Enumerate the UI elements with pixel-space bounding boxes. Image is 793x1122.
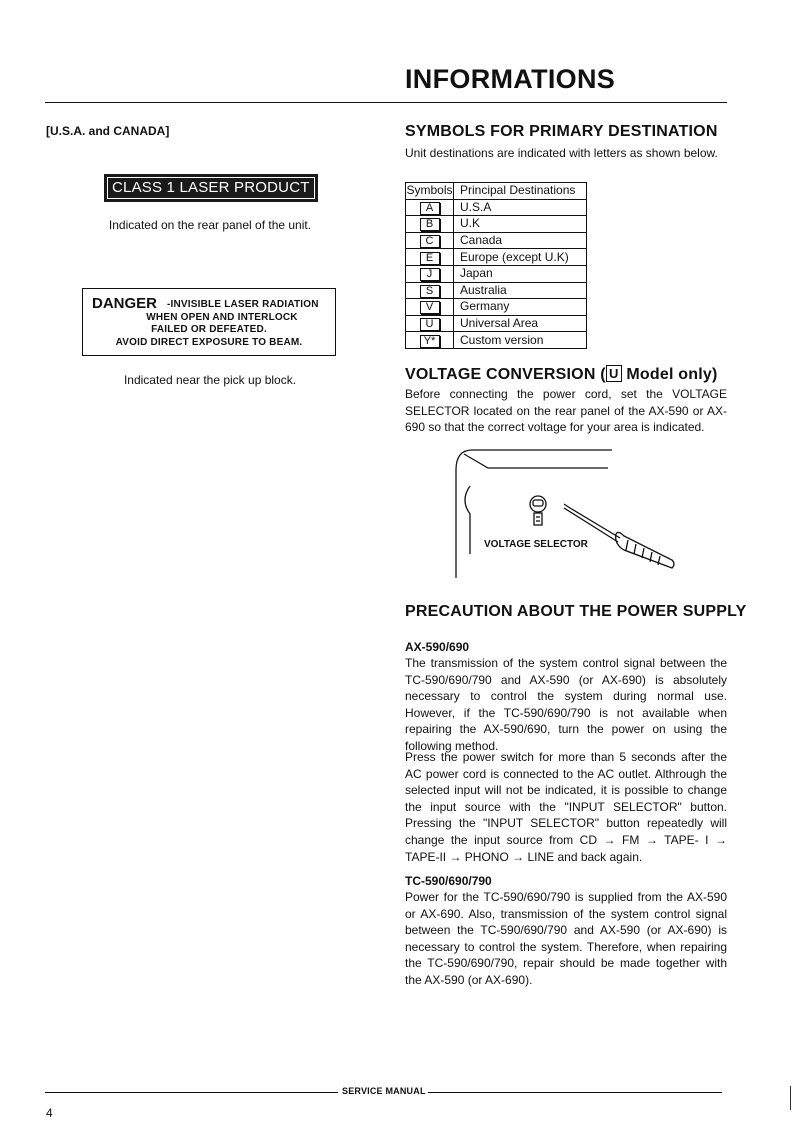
panel-inner-line	[464, 454, 608, 468]
voltage-heading-pre: VOLTAGE CONVERSION (	[405, 366, 606, 383]
table-row	[406, 265, 587, 282]
destination-name: Australia	[454, 282, 587, 299]
destination-name: Canada	[454, 232, 587, 249]
destination-name: Universal Area	[454, 315, 587, 332]
table-row	[406, 332, 587, 349]
destination-symbol: C	[420, 235, 440, 248]
ax-paragraph-1: The transmission of the system control signal between the TC-590/690/790 and AX-590 (or AX-690) is absolutely necessary to control the system during normal use. However, if the TC-590/690/790 is not available when repairing the AX-590/690, turn the power on using the following method.	[405, 656, 727, 753]
footer-label: SERVICE MANUAL	[342, 1086, 426, 1096]
destination-name: Japan	[454, 265, 587, 282]
laser-product-label: CLASS 1 LASER PRODUCT	[104, 174, 318, 202]
voltage-switch-icon	[530, 496, 546, 525]
page-number: 4	[46, 1106, 53, 1120]
destination-symbol: Y*	[420, 335, 440, 348]
page-title: INFORMATIONS	[405, 64, 616, 94]
danger-word: DANGER	[92, 295, 158, 312]
danger-warning-label	[82, 288, 336, 356]
laser-label-caption: Indicated on the rear panel of the unit.	[108, 218, 312, 232]
voltage-heading	[405, 365, 717, 384]
destination-name: U.S.A	[454, 199, 587, 216]
voltage-selector-diagram	[452, 442, 692, 580]
region-label: [U.S.A. and CANADA]	[46, 124, 170, 138]
danger-line-4: AVOID DIRECT EXPOSURE TO BEAM.	[115, 337, 303, 348]
table-row	[406, 282, 587, 299]
page-edge-mark	[790, 1086, 791, 1110]
destination-symbol: J	[420, 268, 440, 281]
table-row	[406, 299, 587, 316]
destination-symbol: U	[420, 318, 440, 331]
danger-line-1: -INVISIBLE LASER RADIATION	[167, 299, 319, 310]
table-row	[406, 199, 587, 216]
symbols-heading: SYMBOLS FOR PRIMARY DESTINATION	[405, 123, 718, 140]
table-row	[406, 232, 587, 249]
column-header-symbols: Symbols	[406, 183, 453, 198]
danger-label-caption: Indicated near the pick up block.	[123, 373, 297, 387]
voltage-body: Before connecting the power cord, set the VOLTAGE SELECTOR located on the rear panel of the AX-590 or AX-690 so that the correct voltage for your area is indicated.	[405, 387, 727, 435]
precaution-heading: PRECAUTION ABOUT THE POWER SUPPLY	[405, 603, 747, 620]
destination-name: Custom version	[454, 332, 587, 349]
footer-rule-right	[428, 1092, 722, 1093]
column-header-destinations: Principal Destinations	[454, 183, 587, 200]
table-header-row	[406, 183, 587, 200]
header-rule	[45, 102, 727, 103]
screwdriver-icon	[564, 504, 674, 568]
destination-name: U.K	[454, 216, 587, 233]
danger-line-3: FAILED OR DEFEATED.	[151, 324, 267, 335]
panel-recess	[465, 486, 470, 554]
voltage-selector-label: VOLTAGE SELECTOR	[484, 539, 588, 550]
tc-paragraph: Power for the TC-590/690/790 is supplied from the AX-590 or AX-690. Also, transmission of the system control signal between the TC-590/690/790 and AX-590 (or AX-690) is necessary to control the system. Therefore, when repairing the TC-590/690/790, repair should be made together with the AX-590 (or AX-690).	[405, 890, 727, 987]
destination-symbol: S	[420, 285, 440, 298]
destination-name: Europe (except U.K)	[454, 249, 587, 266]
tc-subheading: TC-590/690/790	[405, 874, 492, 888]
destination-name: Germany	[454, 299, 587, 316]
symbols-intro: Unit destinations are indicated with letters as shown below.	[405, 146, 718, 160]
table-row	[406, 315, 587, 332]
danger-line-2: WHEN OPEN AND INTERLOCK	[146, 312, 298, 323]
table-row	[406, 216, 587, 233]
destination-table	[405, 182, 587, 349]
destination-symbol: E	[420, 252, 440, 265]
ax-paragraph-2: Press the power switch for more than 5 seconds after the AC power cord is connected to the AC outlet. Althrough the selected input will not be indicated, it is possible to change the input source with the "INPUT SELECTOR" button. Pressing the "INPUT SELECTOR" button repeatedly will change the input source from CD → FM → TAPE- I → TAPE-II → PHONO → LINE and back again.	[405, 750, 727, 864]
destination-symbol: A	[420, 202, 440, 215]
destination-symbol: V	[420, 301, 440, 314]
universal-model-symbol: U	[606, 365, 622, 382]
destination-symbol: B	[420, 218, 440, 231]
table-row	[406, 249, 587, 266]
footer-rule-left	[45, 1092, 338, 1093]
voltage-heading-post: Model only)	[621, 366, 718, 383]
ax-subheading: AX-590/690	[405, 640, 470, 654]
